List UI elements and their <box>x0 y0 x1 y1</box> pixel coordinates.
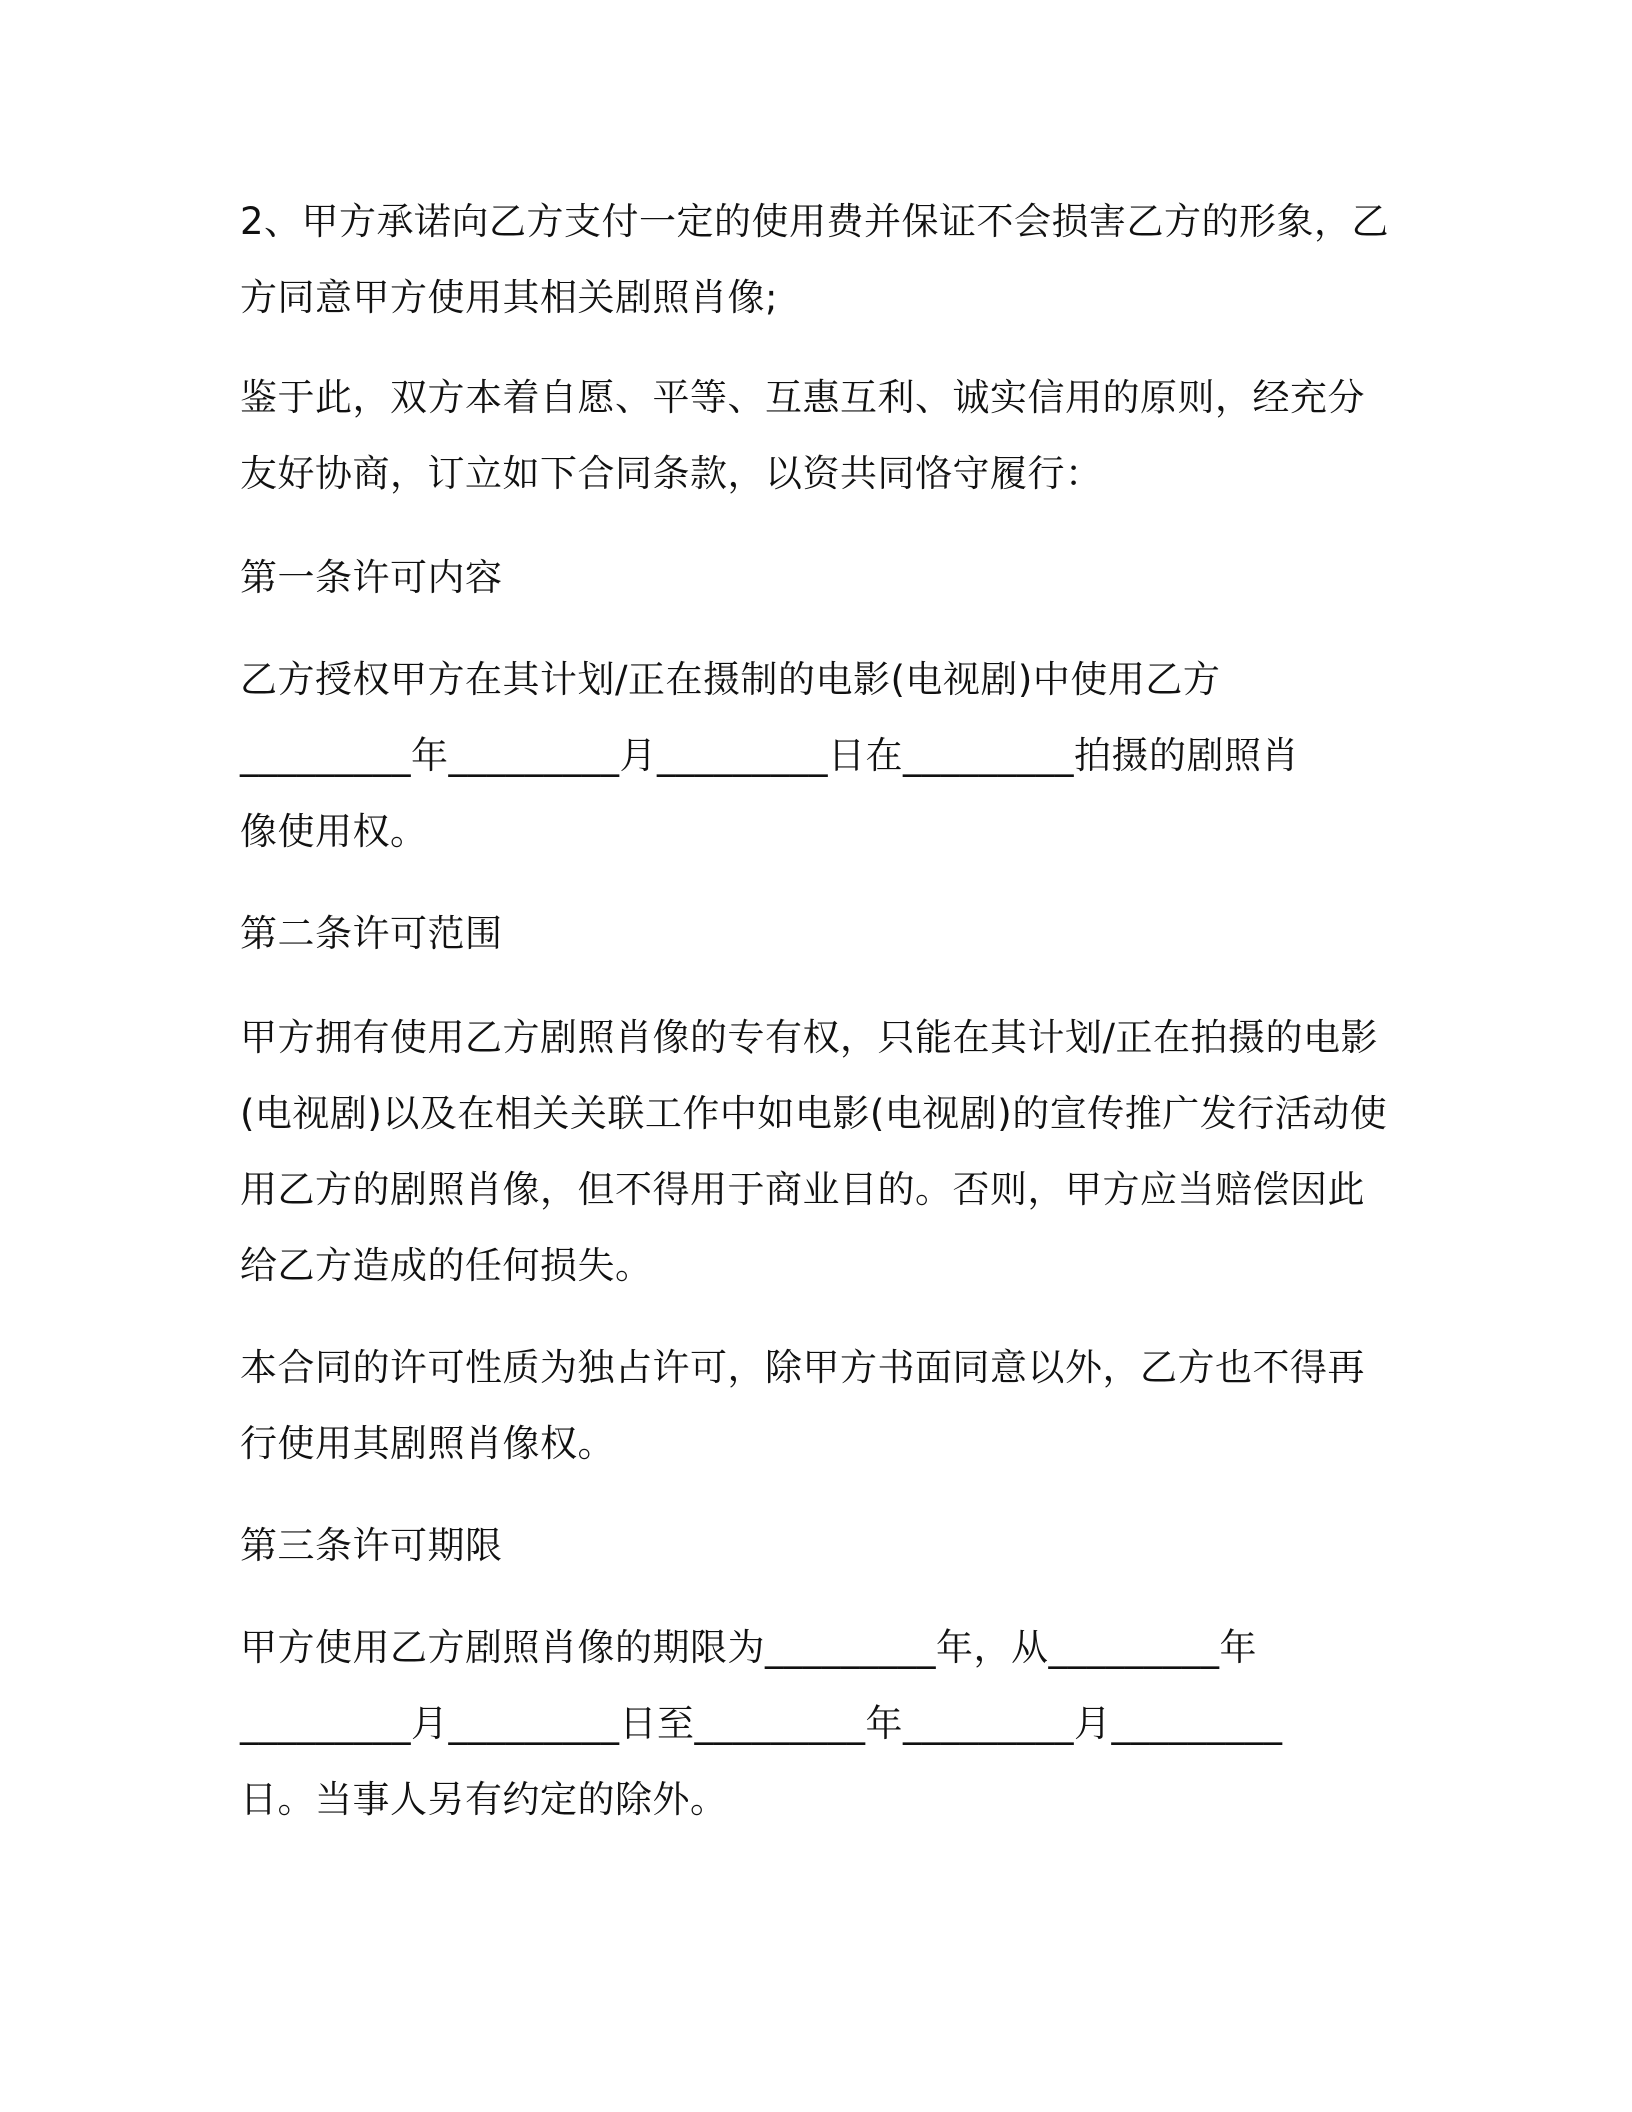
article-1-heading: 第一条许可内容 <box>240 556 503 599</box>
clause-2-line-2: 方同意甲方使用其相关剧照肖像; <box>240 276 778 319</box>
article-1-line-1: 乙方授权甲方在其计划/正在摄制的电影(电视剧)中使用乙方 <box>240 658 1221 701</box>
preamble-line-1: 鉴于此，双方本着自愿、平等、互惠互利、诚实信用的原则，经充分 <box>240 376 1365 419</box>
article-2-line-2: (电视剧)以及在相关关联工作中如电影(电视剧)的宣传推广发行活动使 <box>240 1092 1388 1135</box>
clause-2-line-1: 2、甲方承诺向乙方支付一定的使用费并保证不会损害乙方的形象，乙 <box>240 200 1390 243</box>
article-3-line-3: 日。当事人另有约定的除外。 <box>240 1778 728 1821</box>
article-1-line-2: _________年_________月_________日在_________拍摄的剧照肖 <box>240 734 1299 777</box>
article-3-line-1: 甲方使用乙方剧照肖像的期限为_________年，从_________年 <box>240 1626 1257 1669</box>
preamble-line-2: 友好协商，订立如下合同条款，以资共同恪守履行： <box>240 452 1103 495</box>
article-2-heading: 第二条许可范围 <box>240 912 503 955</box>
article-3-heading: 第三条许可期限 <box>240 1524 503 1567</box>
article-3-line-2: _________月_________日至_________年_________月_________ <box>240 1702 1283 1745</box>
license-nature-line-2: 行使用其剧照肖像权。 <box>240 1422 615 1465</box>
article-1-line-3: 像使用权。 <box>240 810 428 853</box>
article-2-line-4: 给乙方造成的任何损失。 <box>240 1244 653 1287</box>
article-2-line-1: 甲方拥有使用乙方剧照肖像的专有权，只能在其计划/正在拍摄的电影 <box>240 1016 1378 1059</box>
article-2-line-3: 用乙方的剧照肖像，但不得用于商业目的。否则，甲方应当赔偿因此 <box>240 1168 1365 1211</box>
license-nature-line-1: 本合同的许可性质为独占许可，除甲方书面同意以外，乙方也不得再 <box>240 1346 1365 1389</box>
